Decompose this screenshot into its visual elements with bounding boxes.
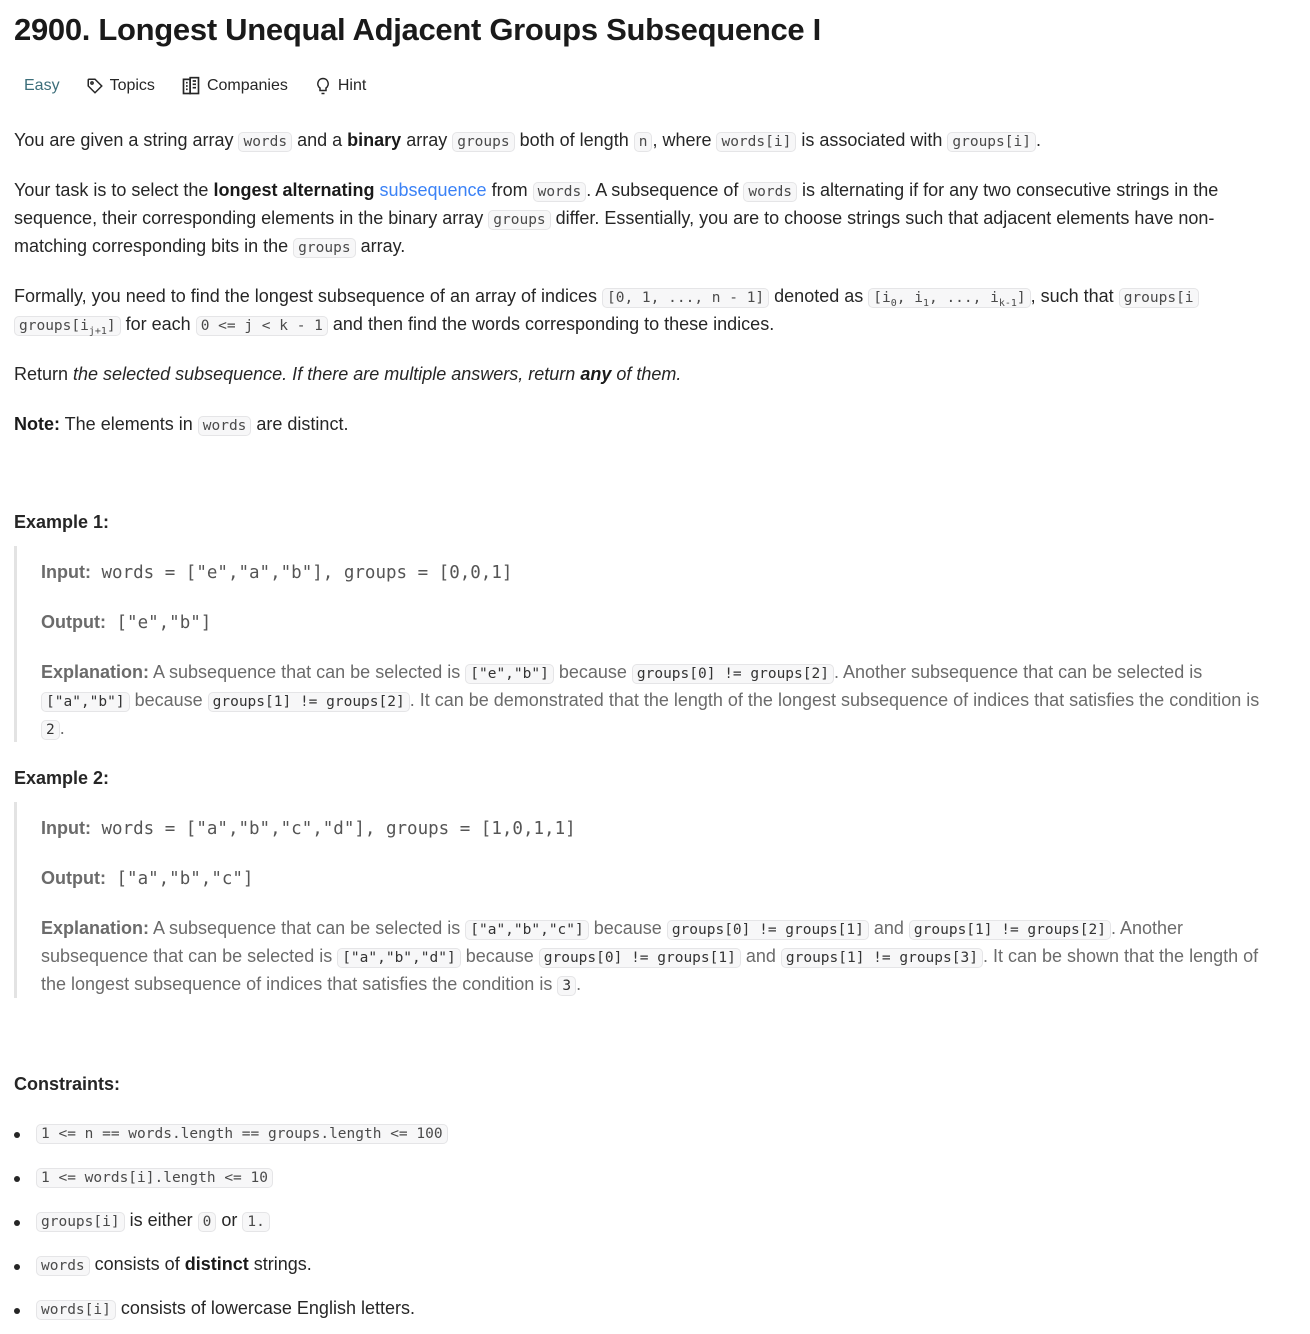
code: ["a","b","c"] — [465, 920, 589, 940]
desc-paragraph-2-line-3 — [14, 232, 1310, 262]
text: . A subsequence of — [586, 180, 744, 200]
code-words-i: words[i] — [716, 132, 796, 152]
output-label: Output: — [41, 612, 106, 632]
code: groups[1] != groups[3] — [781, 948, 983, 968]
text: and then find the words corresponding to these indices. — [327, 314, 775, 334]
text: You are given a string array — [14, 130, 239, 150]
code-words: words — [743, 182, 797, 202]
code: ["a","b","d"] — [337, 948, 461, 968]
text: for each — [120, 314, 196, 334]
constraints-heading: Constraints: — [14, 1074, 121, 1094]
bullet — [14, 1264, 20, 1270]
problem-title: 2900. Longest Unequal Adjacent Groups Subsequence I — [14, 12, 821, 47]
text: . Another subsequence that can be selected is — [833, 662, 1203, 682]
lightbulb-icon — [314, 76, 332, 96]
code: words — [36, 1256, 90, 1276]
code-part: [i — [873, 290, 891, 306]
bullet — [14, 1176, 20, 1182]
text: . Another — [1110, 918, 1184, 938]
code-words: words — [198, 416, 252, 436]
output-value: ["e","b"] — [105, 613, 212, 633]
hint-button[interactable] — [314, 76, 366, 96]
text: array. — [355, 236, 406, 256]
companies-button[interactable] — [181, 76, 288, 96]
tag-icon — [86, 77, 104, 95]
text: . — [1035, 130, 1041, 150]
code-part: , i — [896, 290, 923, 306]
desc-paragraph-2-line-2 — [14, 204, 1310, 234]
text: consists of lowercase English letters. — [115, 1298, 415, 1318]
text: consists of — [89, 1254, 185, 1274]
text: is either — [124, 1210, 198, 1230]
text: array — [401, 130, 453, 150]
explanation-label: Explanation: — [41, 662, 150, 682]
input-value: words = ["e","a","b"], groups = [0,0,1] — [90, 563, 513, 583]
output-label: Output: — [41, 868, 106, 888]
code-part: , ..., i — [928, 290, 999, 306]
input-value: words = ["a","b","c","d"], groups = [1,0,1,1] — [90, 819, 576, 839]
explanation-label: Explanation: — [41, 918, 150, 938]
code: 1. — [242, 1212, 269, 1232]
text: . — [59, 718, 65, 738]
note-label: Note: — [14, 414, 60, 434]
bullet — [14, 1308, 20, 1314]
code: groups[1] != groups[2] — [909, 920, 1111, 940]
bold-italic-text: any — [580, 364, 612, 384]
code: groups[1] != groups[2] — [208, 692, 410, 712]
building-icon — [181, 76, 201, 96]
text: and — [868, 918, 909, 938]
text: Return — [14, 364, 74, 384]
text: The elements in — [60, 414, 198, 434]
text: Formally, you need to find the longest subsequence of an array of indices — [14, 286, 603, 306]
difficulty-badge[interactable]: Easy — [24, 77, 60, 94]
text: matching corresponding bits in the — [14, 236, 294, 256]
text: because — [553, 662, 632, 682]
text: because — [460, 946, 539, 966]
topics-label: Topics — [109, 77, 155, 94]
example-2-heading: Example 2: — [14, 768, 110, 788]
input-label: Input: — [41, 818, 91, 838]
example-1-output — [41, 608, 211, 637]
bullet — [14, 1220, 20, 1226]
topics-button[interactable] — [86, 77, 155, 95]
text: , where — [652, 130, 717, 150]
companies-label: Companies — [206, 77, 288, 94]
code-part: ] — [106, 318, 116, 334]
text: differ. Essentially, you are to choose strings such that adjacent elements have non- — [550, 208, 1215, 228]
text: A subsequence that can be selected is — [149, 918, 466, 938]
input-label: Input: — [41, 562, 91, 582]
code-subseq-indices — [868, 288, 1030, 308]
code: ["a","b"] — [41, 692, 130, 712]
text: is associated with — [796, 130, 948, 150]
example-1-explanation-line-1 — [41, 658, 1202, 688]
output-value: ["a","b","c"] — [105, 869, 254, 889]
code: ["e","b"] — [465, 664, 554, 684]
text: and — [740, 946, 781, 966]
desc-paragraph-1 — [14, 126, 1310, 156]
code: words[i] — [36, 1300, 116, 1320]
example-2-explanation-line-1 — [41, 914, 1183, 944]
code-groups: groups — [488, 210, 550, 230]
bullet — [14, 1132, 20, 1138]
code-groups: groups — [293, 238, 355, 258]
code: 3 — [557, 976, 576, 996]
example-2-explanation-line-2 — [41, 942, 1258, 972]
code: groups[0] != groups[1] — [539, 948, 741, 968]
code-n: n — [634, 132, 653, 152]
tag-bar — [14, 76, 392, 96]
code-part: ] — [1016, 290, 1026, 306]
text: because — [129, 690, 208, 710]
example-2-explanation-line-3 — [41, 970, 581, 1000]
code-range: 0 <= j < k - 1 — [196, 316, 328, 336]
text: subsequence that can be selected is — [41, 946, 338, 966]
text: strings. — [248, 1254, 312, 1274]
code-indices: [0, 1, ..., n - 1] — [602, 288, 769, 308]
hint-label: Hint — [337, 77, 367, 94]
text: and a — [292, 130, 348, 150]
text: , such that — [1030, 286, 1119, 306]
example-1-explanation-line-3 — [41, 714, 65, 744]
code: 1 <= n == words.length == groups.length <= 100 — [36, 1124, 448, 1144]
desc-paragraph-4 — [14, 360, 1310, 388]
bold-text: longest alternating — [213, 180, 375, 200]
text: or — [216, 1210, 243, 1230]
code-groups-ij1 — [14, 316, 121, 336]
code: 1 <= words[i].length <= 10 — [36, 1168, 273, 1188]
code: groups[0] != groups[1] — [667, 920, 869, 940]
italic-text: the selected subsequence. If there are multiple answers, return — [73, 364, 581, 384]
example-2-input — [41, 814, 576, 843]
example-1-explanation-line-2 — [41, 686, 1259, 716]
code-part: groups[i — [19, 318, 89, 334]
example-1-block — [14, 546, 1310, 742]
subscript: 0 — [890, 297, 897, 309]
example-2-block — [14, 802, 1310, 998]
code: 0 — [198, 1212, 217, 1232]
text: both of length — [514, 130, 634, 150]
code-words: words — [238, 132, 292, 152]
text: . It can be demonstrated that the length of the longest subsequence of indices that satisfies the condition is — [409, 690, 1260, 710]
desc-paragraph-3-line-2 — [14, 310, 1310, 346]
bold-text: distinct — [184, 1254, 249, 1274]
text: A subsequence that can be selected is — [149, 662, 466, 682]
text: is alternating if for any two consecutive strings in the — [797, 180, 1219, 200]
code-groups-i: groups[i] — [947, 132, 1036, 152]
bold-text: binary — [347, 130, 402, 150]
text: are distinct. — [251, 414, 349, 434]
text: Your task is to select the — [14, 180, 214, 200]
code: groups[i] — [36, 1212, 125, 1232]
example-1-input — [41, 558, 512, 587]
code-words: words — [533, 182, 587, 202]
code-groups: groups — [452, 132, 514, 152]
text: from — [486, 180, 533, 200]
text: denoted as — [769, 286, 869, 306]
text: because — [588, 918, 667, 938]
subscript: k-1 — [998, 297, 1017, 309]
subscript: j+1 — [88, 325, 107, 337]
desc-paragraph-2-line-1 — [14, 176, 1310, 206]
text: sequence, their corresponding elements in the binary array — [14, 208, 489, 228]
example-1-heading: Example 1: — [14, 512, 110, 532]
subsequence-link[interactable]: subsequence — [379, 180, 487, 200]
italic-text: of them. — [611, 364, 682, 384]
code: 2 — [41, 720, 60, 740]
code-groups-ij: groups[i — [1119, 288, 1199, 308]
code: groups[0] != groups[2] — [632, 664, 834, 684]
subscript: 1 — [922, 297, 929, 309]
example-2-output — [41, 864, 253, 893]
text: . — [576, 974, 582, 994]
desc-note — [14, 410, 1310, 440]
text: the longest subsequence of indices that satisfies the condition is — [41, 974, 558, 994]
text: . It can be shown that the length of — [982, 946, 1259, 966]
